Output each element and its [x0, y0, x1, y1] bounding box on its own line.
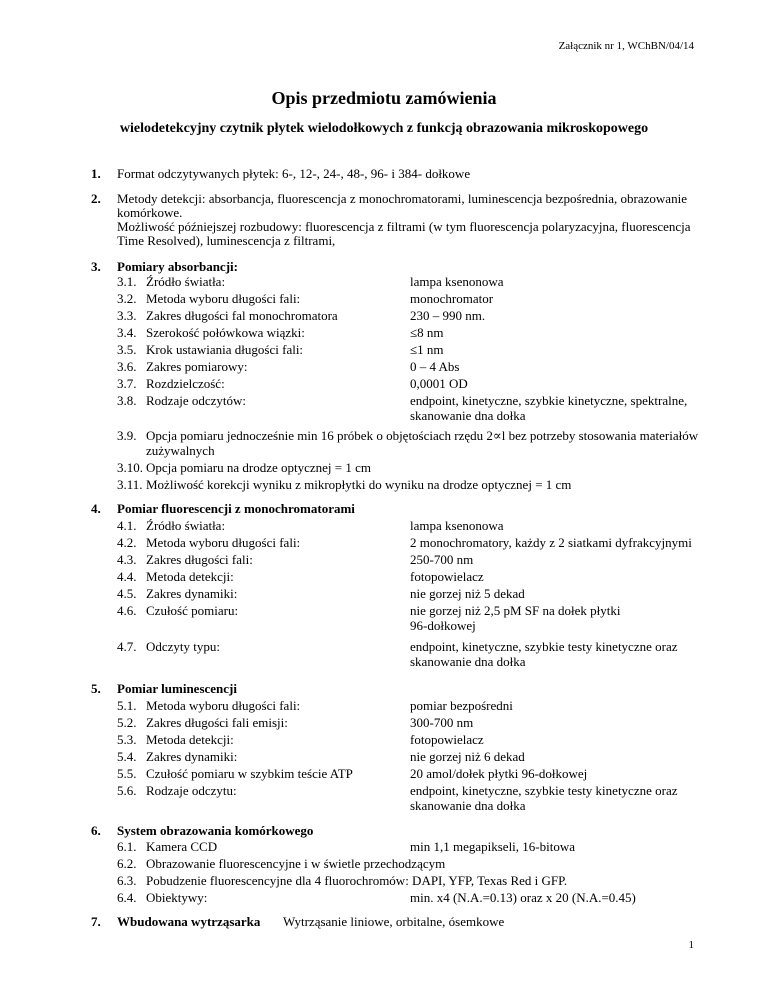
- section-7-heading: Wbudowana wytrząsarka: [117, 914, 261, 929]
- section-6-number: 6.: [91, 823, 101, 838]
- row-5-6-value-continued: skanowanie dna dołka: [410, 798, 526, 813]
- row-4-6-value: nie gorzej niż 2,5 pM SF na dołek płytki: [410, 603, 621, 618]
- document-subtitle: wielodetekcyjny czytnik płytek wielodołkowych z funkcją obrazowania mikroskopowego: [119, 121, 649, 136]
- row-6-4-label: Obiektywy:: [146, 890, 208, 905]
- row-5-6-value: endpoint, kinetyczne, szybkie testy kinetyczne oraz: [410, 783, 678, 798]
- row-5-4-value: nie gorzej niż 6 dekad: [410, 749, 525, 764]
- row-3-1-number: 3.1.: [117, 274, 137, 289]
- row-6-3-number: 6.3.: [117, 873, 137, 888]
- section-4-number: 4.: [91, 501, 101, 516]
- row-6-4-number: 6.4.: [117, 890, 137, 905]
- row-5-1-value: pomiar bezpośredni: [410, 698, 513, 713]
- row-5-1-number: 5.1.: [117, 698, 137, 713]
- row-5-3-label: Metoda detekcji:: [146, 732, 234, 747]
- row-4-7-number: 4.7.: [117, 639, 137, 654]
- row-4-2-value: 2 monochromatory, każdy z 2 siatkami dyfrakcyjnymi: [410, 535, 692, 550]
- row-3-8-label: Rodzaje odczytów:: [146, 393, 246, 408]
- row-4-2-number: 4.2.: [117, 535, 137, 550]
- row-4-4-label: Metoda detekcji:: [146, 569, 234, 584]
- section-1-text: Format odczytywanych płytek: 6-, 12-, 24-, 48-, 96- i 384- dołkowe: [117, 166, 471, 181]
- row-5-5-number: 5.5.: [117, 766, 137, 781]
- row-3-11-number: 3.11.: [117, 477, 143, 492]
- row-3-4-value: ≤8 nm: [410, 325, 444, 340]
- row-3-3-number: 3.3.: [117, 308, 137, 323]
- row-4-1-label: Źródło światła:: [146, 518, 226, 533]
- row-6-1-label: Kamera CCD: [146, 839, 218, 854]
- row-3-2-number: 3.2.: [117, 291, 137, 306]
- row-4-4-number: 4.4.: [117, 569, 137, 584]
- row-6-4-value: min. x4 (N.A.=0.13) oraz x 20 (N.A.=0.45): [410, 890, 636, 905]
- row-3-10-text: Opcja pomiaru na drodze optycznej = 1 cm: [146, 460, 371, 475]
- row-3-7-number: 3.7.: [117, 376, 137, 391]
- row-3-1-value: lampa ksenonowa: [410, 274, 504, 289]
- section-7-number: 7.: [91, 914, 101, 929]
- row-5-5-value: 20 amol/dołek płytki 96-dołkowej: [410, 766, 588, 781]
- row-3-6-label: Zakres pomiarowy:: [146, 359, 248, 374]
- row-4-5-label: Zakres dynamiki:: [146, 586, 238, 601]
- row-4-7-label: Odczyty typu:: [146, 639, 221, 654]
- row-4-7-value: endpoint, kinetyczne, szybkie testy kinetyczne oraz: [410, 639, 678, 654]
- section-2-line: Metody detekcji: absorbancja, fluorescencja z monochromatorami, luminescencja bezpośrednia, obrazowanie: [117, 191, 687, 206]
- row-6-2-number: 6.2.: [117, 856, 137, 871]
- section-2-line: Time Resolved), luminescencja z filtrami,: [117, 233, 336, 248]
- row-4-4-value: fotopowielacz: [410, 569, 484, 584]
- row-5-2-number: 5.2.: [117, 715, 137, 730]
- section-5-heading: Pomiar luminescencji: [117, 681, 237, 696]
- section-4-heading: Pomiar fluorescencji z monochromatorami: [117, 501, 355, 516]
- row-5-1-label: Metoda wyboru długości fali:: [146, 698, 301, 713]
- row-3-8-value: endpoint, kinetyczne, szybkie kinetyczne, spektralne,: [410, 393, 688, 408]
- row-3-3-value: 230 – 990 nm.: [410, 308, 486, 323]
- row-5-3-number: 5.3.: [117, 732, 137, 747]
- section-3-number: 3.: [91, 259, 101, 274]
- row-4-6-number: 4.6.: [117, 603, 137, 618]
- row-3-7-value: 0,0001 OD: [410, 376, 468, 391]
- row-5-6-label: Rodzaje odczytu:: [146, 783, 237, 798]
- row-3-8-value-continued: skanowanie dna dołka: [410, 408, 526, 423]
- row-4-2-label: Metoda wyboru długości fali:: [146, 535, 301, 550]
- row-3-3-label: Zakres długości fal monochromatora: [146, 308, 338, 323]
- row-3-2-label: Metoda wyboru długości fali:: [146, 291, 301, 306]
- row-6-1-number: 6.1.: [117, 839, 137, 854]
- row-3-9-text-continued: zużywalnych: [146, 443, 215, 458]
- row-4-6-label: Czułość pomiaru:: [146, 603, 239, 618]
- section-6-heading: System obrazowania komórkowego: [117, 823, 314, 838]
- row-3-1-label: Źródło światła:: [146, 274, 226, 289]
- row-4-3-value: 250-700 nm: [410, 552, 474, 567]
- section-1-number: 1.: [91, 166, 101, 181]
- row-5-4-number: 5.4.: [117, 749, 137, 764]
- row-3-10-number: 3.10.: [117, 460, 143, 475]
- section-2-line: Możliwość późniejszej rozbudowy: fluorescencja z filtrami (w tym fluorescencja polaryzacyjna, fluorescencja: [117, 219, 691, 234]
- row-3-5-label: Krok ustawiania długości fali:: [146, 342, 304, 357]
- row-4-6-value-continued: 96-dołkowej: [410, 618, 476, 633]
- section-2-line: komórkowe.: [117, 205, 183, 220]
- row-5-6-number: 5.6.: [117, 783, 137, 798]
- row-3-8-number: 3.8.: [117, 393, 137, 408]
- row-3-7-label: Rozdzielczość:: [146, 376, 225, 391]
- row-4-1-value: lampa ksenonowa: [410, 518, 504, 533]
- row-6-3-text: Pobudzenie fluorescencyjne dla 4 fluorochromów: DAPI, YFP, Texas Red i GFP.: [146, 873, 568, 888]
- row-3-5-value: ≤1 nm: [410, 342, 444, 357]
- row-5-3-value: fotopowielacz: [410, 732, 484, 747]
- section-5-number: 5.: [91, 681, 101, 696]
- row-3-9-text: Opcja pomiaru jednocześnie min 16 próbek o objętościach rzędu 2∝l bez potrzeby stosowania materiałów: [146, 428, 699, 443]
- row-6-2-text: Obrazowanie fluorescencyjne i w świetle przechodzącym: [146, 856, 446, 871]
- section-2-number: 2.: [91, 191, 101, 206]
- document-title: Opis przedmiotu zamówienia: [271, 88, 497, 108]
- row-5-4-label: Zakres dynamiki:: [146, 749, 238, 764]
- row-3-5-number: 3.5.: [117, 342, 137, 357]
- attachment-reference: Załącznik nr 1, WChBN/04/14: [558, 40, 694, 52]
- row-3-9-number: 3.9.: [117, 428, 137, 443]
- row-3-4-number: 3.4.: [117, 325, 137, 340]
- row-4-5-value: nie gorzej niż 5 dekad: [410, 586, 525, 601]
- row-3-11-text: Możliwość korekcji wyniku z mikropłytki do wyniku na drodze optycznej = 1 cm: [146, 477, 572, 492]
- row-4-1-number: 4.1.: [117, 518, 137, 533]
- section-7-text: Wytrząsanie liniowe, orbitalne, ósemkowe: [283, 914, 505, 929]
- row-4-5-number: 4.5.: [117, 586, 137, 601]
- row-3-6-number: 3.6.: [117, 359, 137, 374]
- section-3-heading: Pomiary absorbancji:: [117, 259, 238, 274]
- row-3-6-value: 0 – 4 Abs: [410, 359, 460, 374]
- page-number: 1: [688, 939, 694, 951]
- row-5-2-label: Zakres długości fali emisji:: [146, 715, 288, 730]
- row-3-4-label: Szerokość połówkowa wiązki:: [146, 325, 305, 340]
- row-3-2-value: monochromator: [410, 291, 494, 306]
- row-6-1-value: min 1,1 megapikseli, 16-bitowa: [410, 839, 576, 854]
- row-5-2-value: 300-700 nm: [410, 715, 474, 730]
- row-4-3-number: 4.3.: [117, 552, 137, 567]
- row-5-5-label: Czułość pomiaru w szybkim teście ATP: [146, 766, 353, 781]
- row-4-3-label: Zakres długości fali:: [146, 552, 253, 567]
- row-4-7-value-continued: skanowanie dna dołka: [410, 654, 526, 669]
